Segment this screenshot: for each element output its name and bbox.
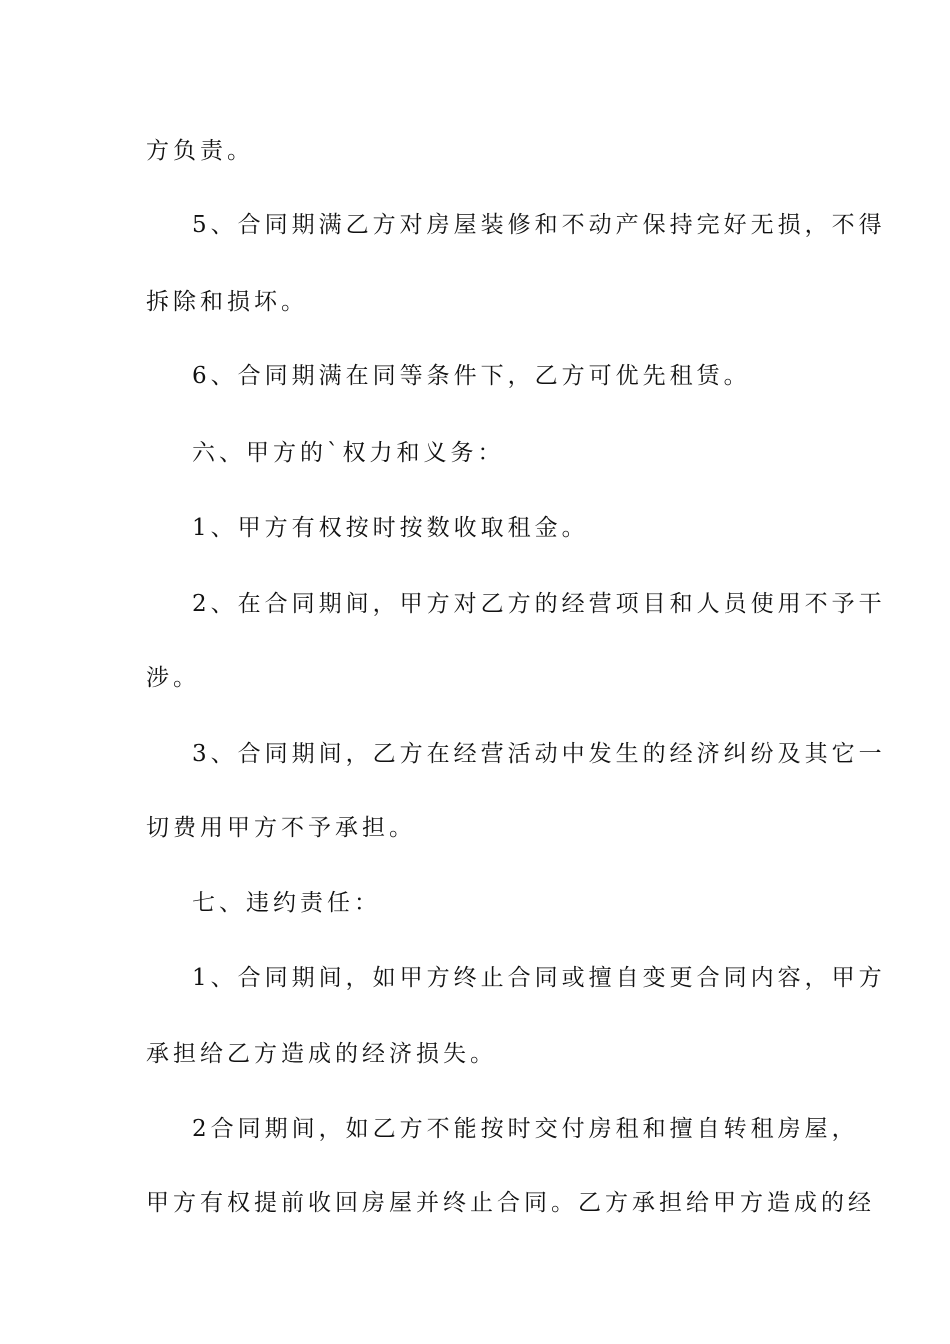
text-line: 1、合同期间，如甲方终止合同或擅自变更合同内容，甲方 xyxy=(192,965,886,991)
text-line: 涉。 xyxy=(146,665,200,691)
text-line: 方负责。 xyxy=(146,138,254,164)
text-line: 甲方有权提前收回房屋并终止合同。乙方承担给甲方造成的经 xyxy=(146,1190,875,1216)
text-line: 2、在合同期间，甲方对乙方的经营项目和人员使用不予干 xyxy=(192,591,886,617)
text-line: 承担给乙方造成的经济损失。 xyxy=(146,1041,497,1067)
text-line: 2合同期间，如乙方不能按时交付房租和擅自转租房屋， xyxy=(192,1116,859,1142)
text-line: 5、合同期满乙方对房屋装修和不动产保持完好无损，不得 xyxy=(192,212,886,238)
text-line: 6、合同期满在同等条件下，乙方可优先租赁。 xyxy=(192,363,751,389)
text-line: 切费用甲方不予承担。 xyxy=(146,815,416,841)
text-line: 拆除和损坏。 xyxy=(146,289,308,315)
text-line: 3、合同期间，乙方在经营活动中发生的经济纠纷及其它一 xyxy=(192,741,886,767)
section-heading: 七、违约责任： xyxy=(192,890,381,916)
text-line: 1、甲方有权按时按数收取租金。 xyxy=(192,515,589,541)
section-heading: 六、甲方的`权力和义务： xyxy=(192,440,505,466)
